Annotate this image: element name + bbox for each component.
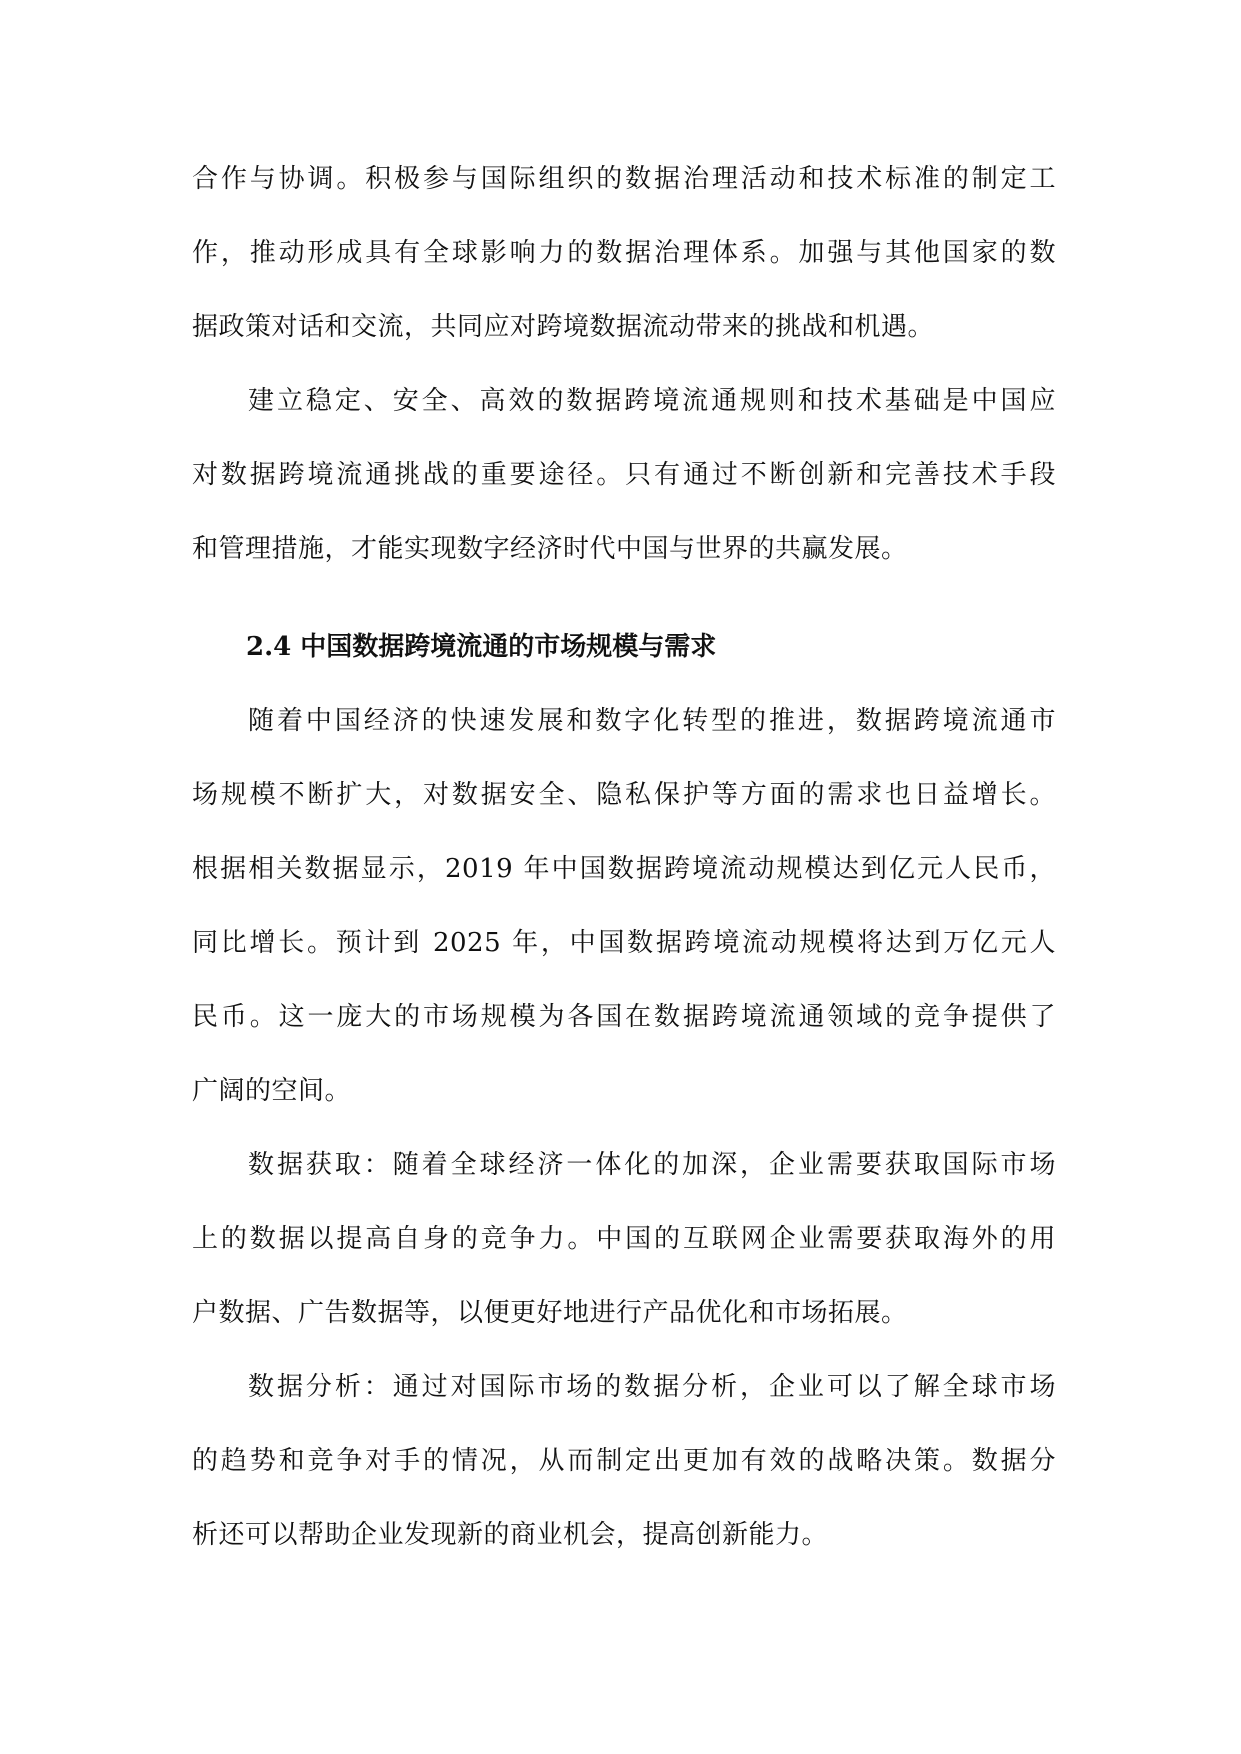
text-line: 的趋势和竞争对手的情况，从而制定出更加有效的战略决策。数据分 [192, 1446, 1056, 1476]
text-line: 析还可以帮助企业发现新的商业机会，提高创新能力。 [192, 1520, 829, 1550]
paragraph-cooperation [192, 142, 1056, 364]
text-line: 合作与协调。积极参与国际组织的数据治理活动和技术标准的制定工 [192, 164, 1056, 194]
text-line: 民币。这一庞大的市场规模为各国在数据跨境流通领域的竞争提供了 [192, 1002, 1056, 1032]
document-body [192, 142, 1056, 1572]
text-line: 同比增长。预计到 2025 年，中国数据跨境流动规模将达到万亿元人 [192, 928, 1056, 958]
text-line: 广阔的空间。 [192, 1076, 352, 1106]
text-line: 数据获取：随着全球经济一体化的加深，企业需要获取国际市场 [248, 1150, 1056, 1180]
text-line: 户数据、广告数据等，以便更好地进行产品优化和市场拓展。 [192, 1298, 908, 1328]
text-line: 上的数据以提高自身的竞争力。中国的互联网企业需要获取海外的用 [192, 1224, 1056, 1254]
paragraph-stable-rules [192, 364, 1056, 586]
paragraph-market-scale [192, 684, 1056, 1128]
paragraph-data-acquisition [192, 1128, 1056, 1350]
text-line: 数据分析：通过对国际市场的数据分析，企业可以了解全球市场 [248, 1372, 1056, 1402]
text-line: 对数据跨境流通挑战的重要途径。只有通过不断创新和完善技术手段 [192, 460, 1056, 490]
text-line: 场规模不断扩大，对数据安全、隐私保护等方面的需求也日益增长。 [192, 780, 1056, 810]
paragraph-data-analysis [192, 1350, 1056, 1572]
text-line: 建立稳定、安全、高效的数据跨境流通规则和技术基础是中国应 [248, 386, 1056, 416]
text-line: 作，推动形成具有全球影响力的数据治理体系。加强与其他国家的数 [192, 238, 1056, 268]
section-heading: 2.4 中国数据跨境流通的市场规模与需求 [246, 632, 717, 662]
text-line: 随着中国经济的快速发展和数字化转型的推进，数据跨境流通市 [248, 706, 1056, 736]
text-line: 根据相关数据显示，2019 年中国数据跨境流动规模达到亿元人民币， [192, 854, 1056, 884]
text-line: 和管理措施，才能实现数字经济时代中国与世界的共赢发展。 [192, 534, 908, 564]
text-line: 据政策对话和交流，共同应对跨境数据流动带来的挑战和机遇。 [192, 312, 935, 342]
